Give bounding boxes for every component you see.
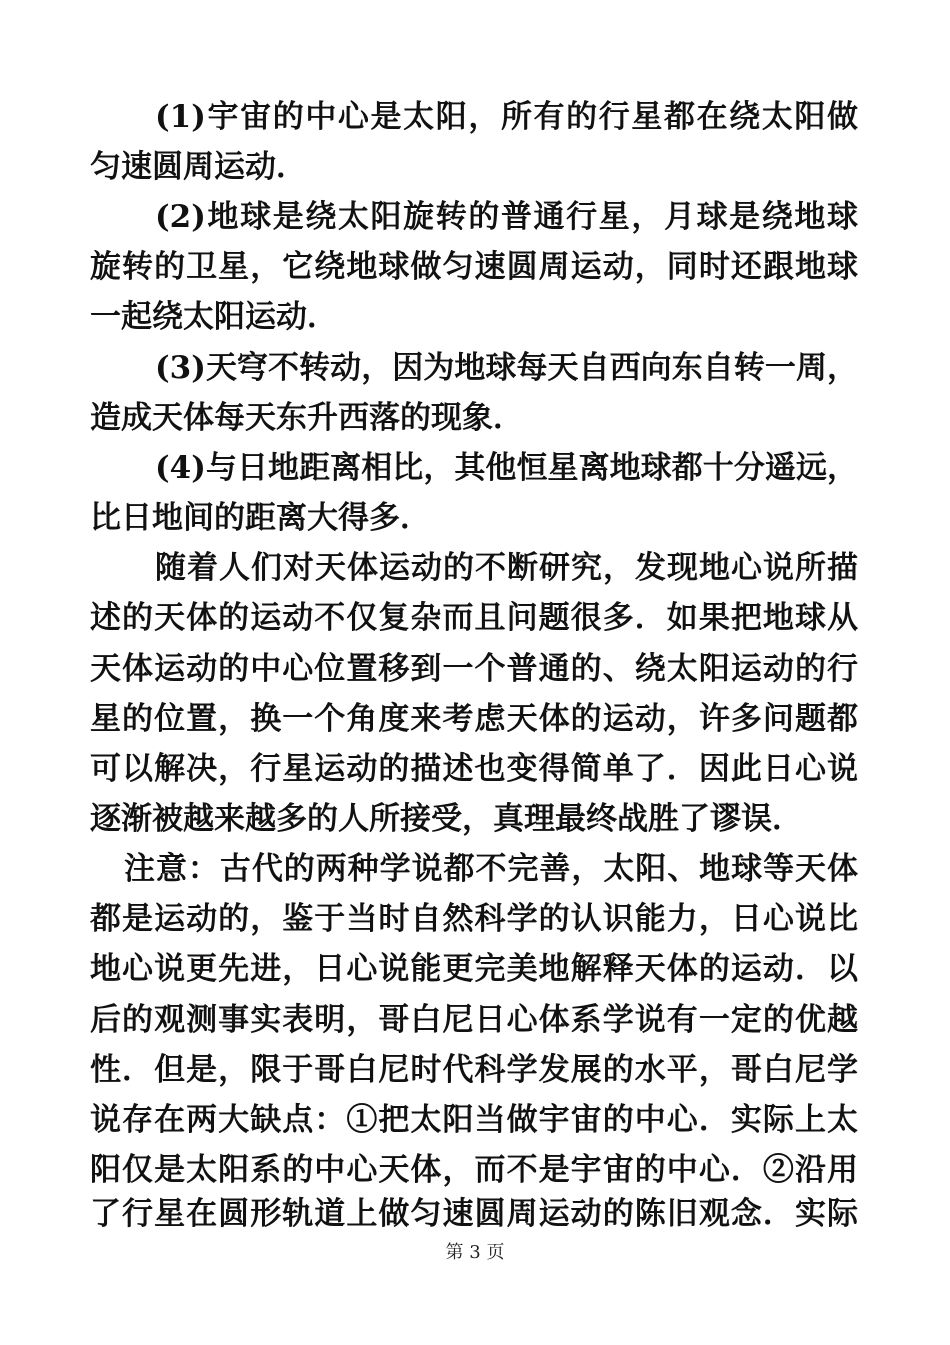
text-line: 随着人们对天体运动的不断研究，发现地心说所描	[155, 550, 858, 586]
text-line: 造成天体每天东升西落的现象．	[90, 400, 524, 436]
text-line: 性．但是，限于哥白尼时代科学发展的水平，哥白尼学	[90, 1052, 858, 1088]
text-line: 注意：古代的两种学说都不完善，太阳、地球等天体	[124, 851, 858, 887]
text-line: (2)地球是绕太阳旋转的普通行星，月球是绕地球	[155, 199, 858, 235]
text-line: 比日地间的距离大得多．	[90, 500, 431, 536]
text-line: 都是运动的，鉴于当时自然科学的认识能力，日心说比	[90, 901, 858, 937]
text-line: 逐渐被越来越多的人所接受，真理最终战胜了谬误．	[90, 801, 803, 837]
text-line: (1)宇宙的中心是太阳，所有的行星都在绕太阳做	[155, 99, 858, 135]
text-line: (4)与日地距离相比，其他恒星离地球都十分遥远，	[155, 450, 858, 486]
text-line: 天体运动的中心位置移到一个普通的、绕太阳运动的行	[90, 651, 858, 687]
text-line: 说存在两大缺点：①把太阳当做宇宙的中心．实际上太	[90, 1102, 858, 1138]
text-line: 星的位置，换一个角度来考虑天体的运动，许多问题都	[90, 701, 858, 737]
page-number: 第 3 页	[445, 1242, 505, 1263]
text-line: 阳仅是太阳系的中心天体，而不是宇宙的中心．②沿用	[90, 1152, 858, 1188]
text-line: 一起绕太阳运动．	[90, 299, 338, 335]
text-line: 地心说更先进，日心说能更完美地解释天体的运动．以	[90, 951, 858, 987]
text-line: 了行星在圆形轨道上做匀速圆周运动的陈旧观念．实际	[90, 1196, 858, 1232]
text-line: (3)天穹不转动，因为地球每天自西向东自转一周，	[155, 350, 858, 386]
text-line: 可以解决，行星运动的描述也变得简单了．因此日心说	[90, 751, 858, 787]
text-line: 旋转的卫星，它绕地球做匀速圆周运动，同时还跟地球	[90, 249, 858, 285]
text-line: 述的天体的运动不仅复杂而且问题很多．如果把地球从	[90, 600, 858, 636]
text-line: 后的观测事实表明，哥白尼日心体系学说有一定的优越	[90, 1002, 858, 1038]
text-line: 匀速圆周运动．	[90, 149, 307, 185]
